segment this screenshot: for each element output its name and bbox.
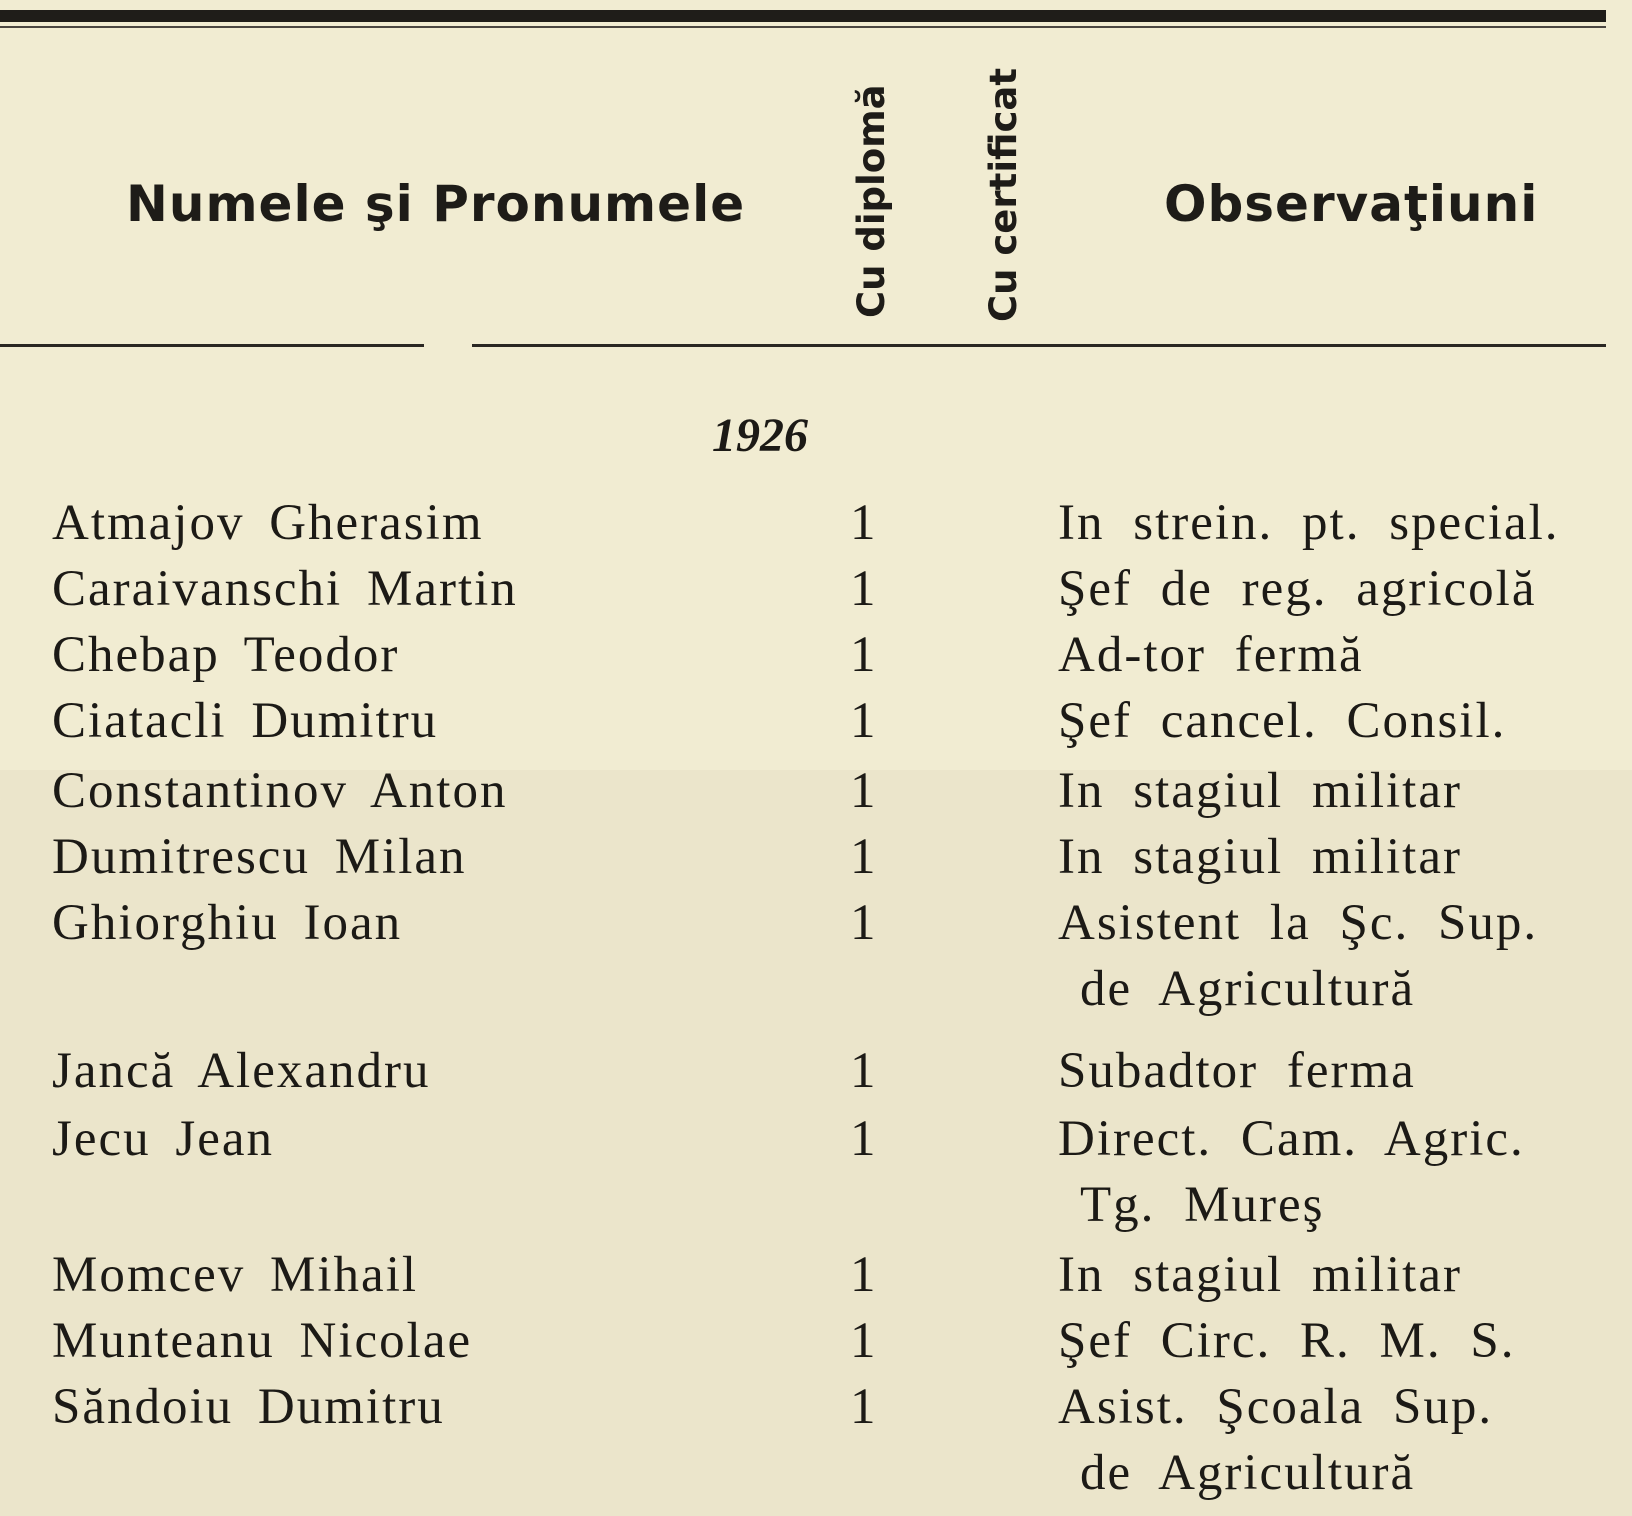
- row-observation-continued: de Agricultură: [1080, 1445, 1416, 1501]
- row-observation: Subadtor ferma: [1058, 1043, 1416, 1099]
- row-diploma: 1: [850, 561, 876, 617]
- row-observation: Ad-tor fermă: [1058, 627, 1364, 683]
- table-row: [0, 1312, 1632, 1378]
- row-observation: Direct. Cam. Agric.: [1058, 1111, 1525, 1167]
- row-name: Jancă Alexandru: [52, 1043, 431, 1099]
- row-observation: Şef Circ. R. M. S.: [1058, 1313, 1516, 1369]
- header-observations: Observaţiuni: [1164, 175, 1539, 233]
- row-observation: In stagiul militar: [1058, 763, 1462, 819]
- row-name: Munteanu Nicolae: [52, 1313, 473, 1369]
- row-diploma: 1: [850, 895, 876, 951]
- row-diploma: 1: [850, 1313, 876, 1369]
- row-observation: In stagiul militar: [1058, 1247, 1462, 1303]
- top-rule: [0, 10, 1606, 22]
- row-name: Constantinov Anton: [52, 763, 508, 819]
- header-rule-right: [472, 344, 1606, 347]
- row-name: Chebap Teodor: [52, 627, 400, 683]
- row-name: Săndoiu Dumitru: [52, 1379, 445, 1435]
- header-name: Numele şi Pronumele: [126, 175, 746, 233]
- row-diploma: 1: [850, 1111, 876, 1167]
- row-observation: Şef de reg. agricolă: [1058, 561, 1537, 617]
- table-row: [0, 1246, 1632, 1312]
- row-diploma: 1: [850, 829, 876, 885]
- row-observation: Şef cancel. Consil.: [1058, 693, 1507, 749]
- row-observation: In strein. pt. special.: [1058, 495, 1560, 551]
- row-observation: In stagiul militar: [1058, 829, 1462, 885]
- row-name: Ciatacli Dumitru: [52, 693, 439, 749]
- row-diploma: 1: [850, 495, 876, 551]
- row-name: Jecu Jean: [52, 1111, 274, 1167]
- row-name: Momcev Mihail: [52, 1247, 419, 1303]
- row-diploma: 1: [850, 1043, 876, 1099]
- row-name: Caraivanschi Martin: [52, 561, 518, 617]
- table-row: [0, 494, 1632, 560]
- table-row: [0, 1378, 1632, 1501]
- row-observation-continued: de Agricultură: [1080, 961, 1416, 1017]
- header-certificate: Cu certificat: [982, 67, 1025, 322]
- table-row: [0, 1110, 1632, 1233]
- table-row: [0, 626, 1632, 692]
- row-diploma: 1: [850, 763, 876, 819]
- table-row: [0, 762, 1632, 828]
- table-row: [0, 894, 1632, 1017]
- row-observation: Asistent la Şc. Sup.: [1058, 895, 1539, 951]
- table-row: [0, 828, 1632, 894]
- row-observation-continued: Tg. Mureş: [1080, 1177, 1325, 1233]
- year-heading: 1926: [712, 409, 808, 462]
- table-row: [0, 560, 1632, 626]
- row-diploma: 1: [850, 627, 876, 683]
- top-rule-thin: [0, 26, 1606, 28]
- header-diploma: Cu diplomă: [850, 84, 893, 318]
- row-name: Dumitrescu Milan: [52, 829, 467, 885]
- row-observation: Asist. Şcoala Sup.: [1058, 1379, 1494, 1435]
- row-name: Atmajov Gherasim: [52, 495, 484, 551]
- row-name: Ghiorghiu Ioan: [52, 895, 403, 951]
- table-row: [0, 692, 1632, 758]
- row-diploma: 1: [850, 1379, 876, 1435]
- row-diploma: 1: [850, 1247, 876, 1303]
- table-row: [0, 1042, 1632, 1108]
- row-diploma: 1: [850, 693, 876, 749]
- header-rule-left: [0, 344, 424, 347]
